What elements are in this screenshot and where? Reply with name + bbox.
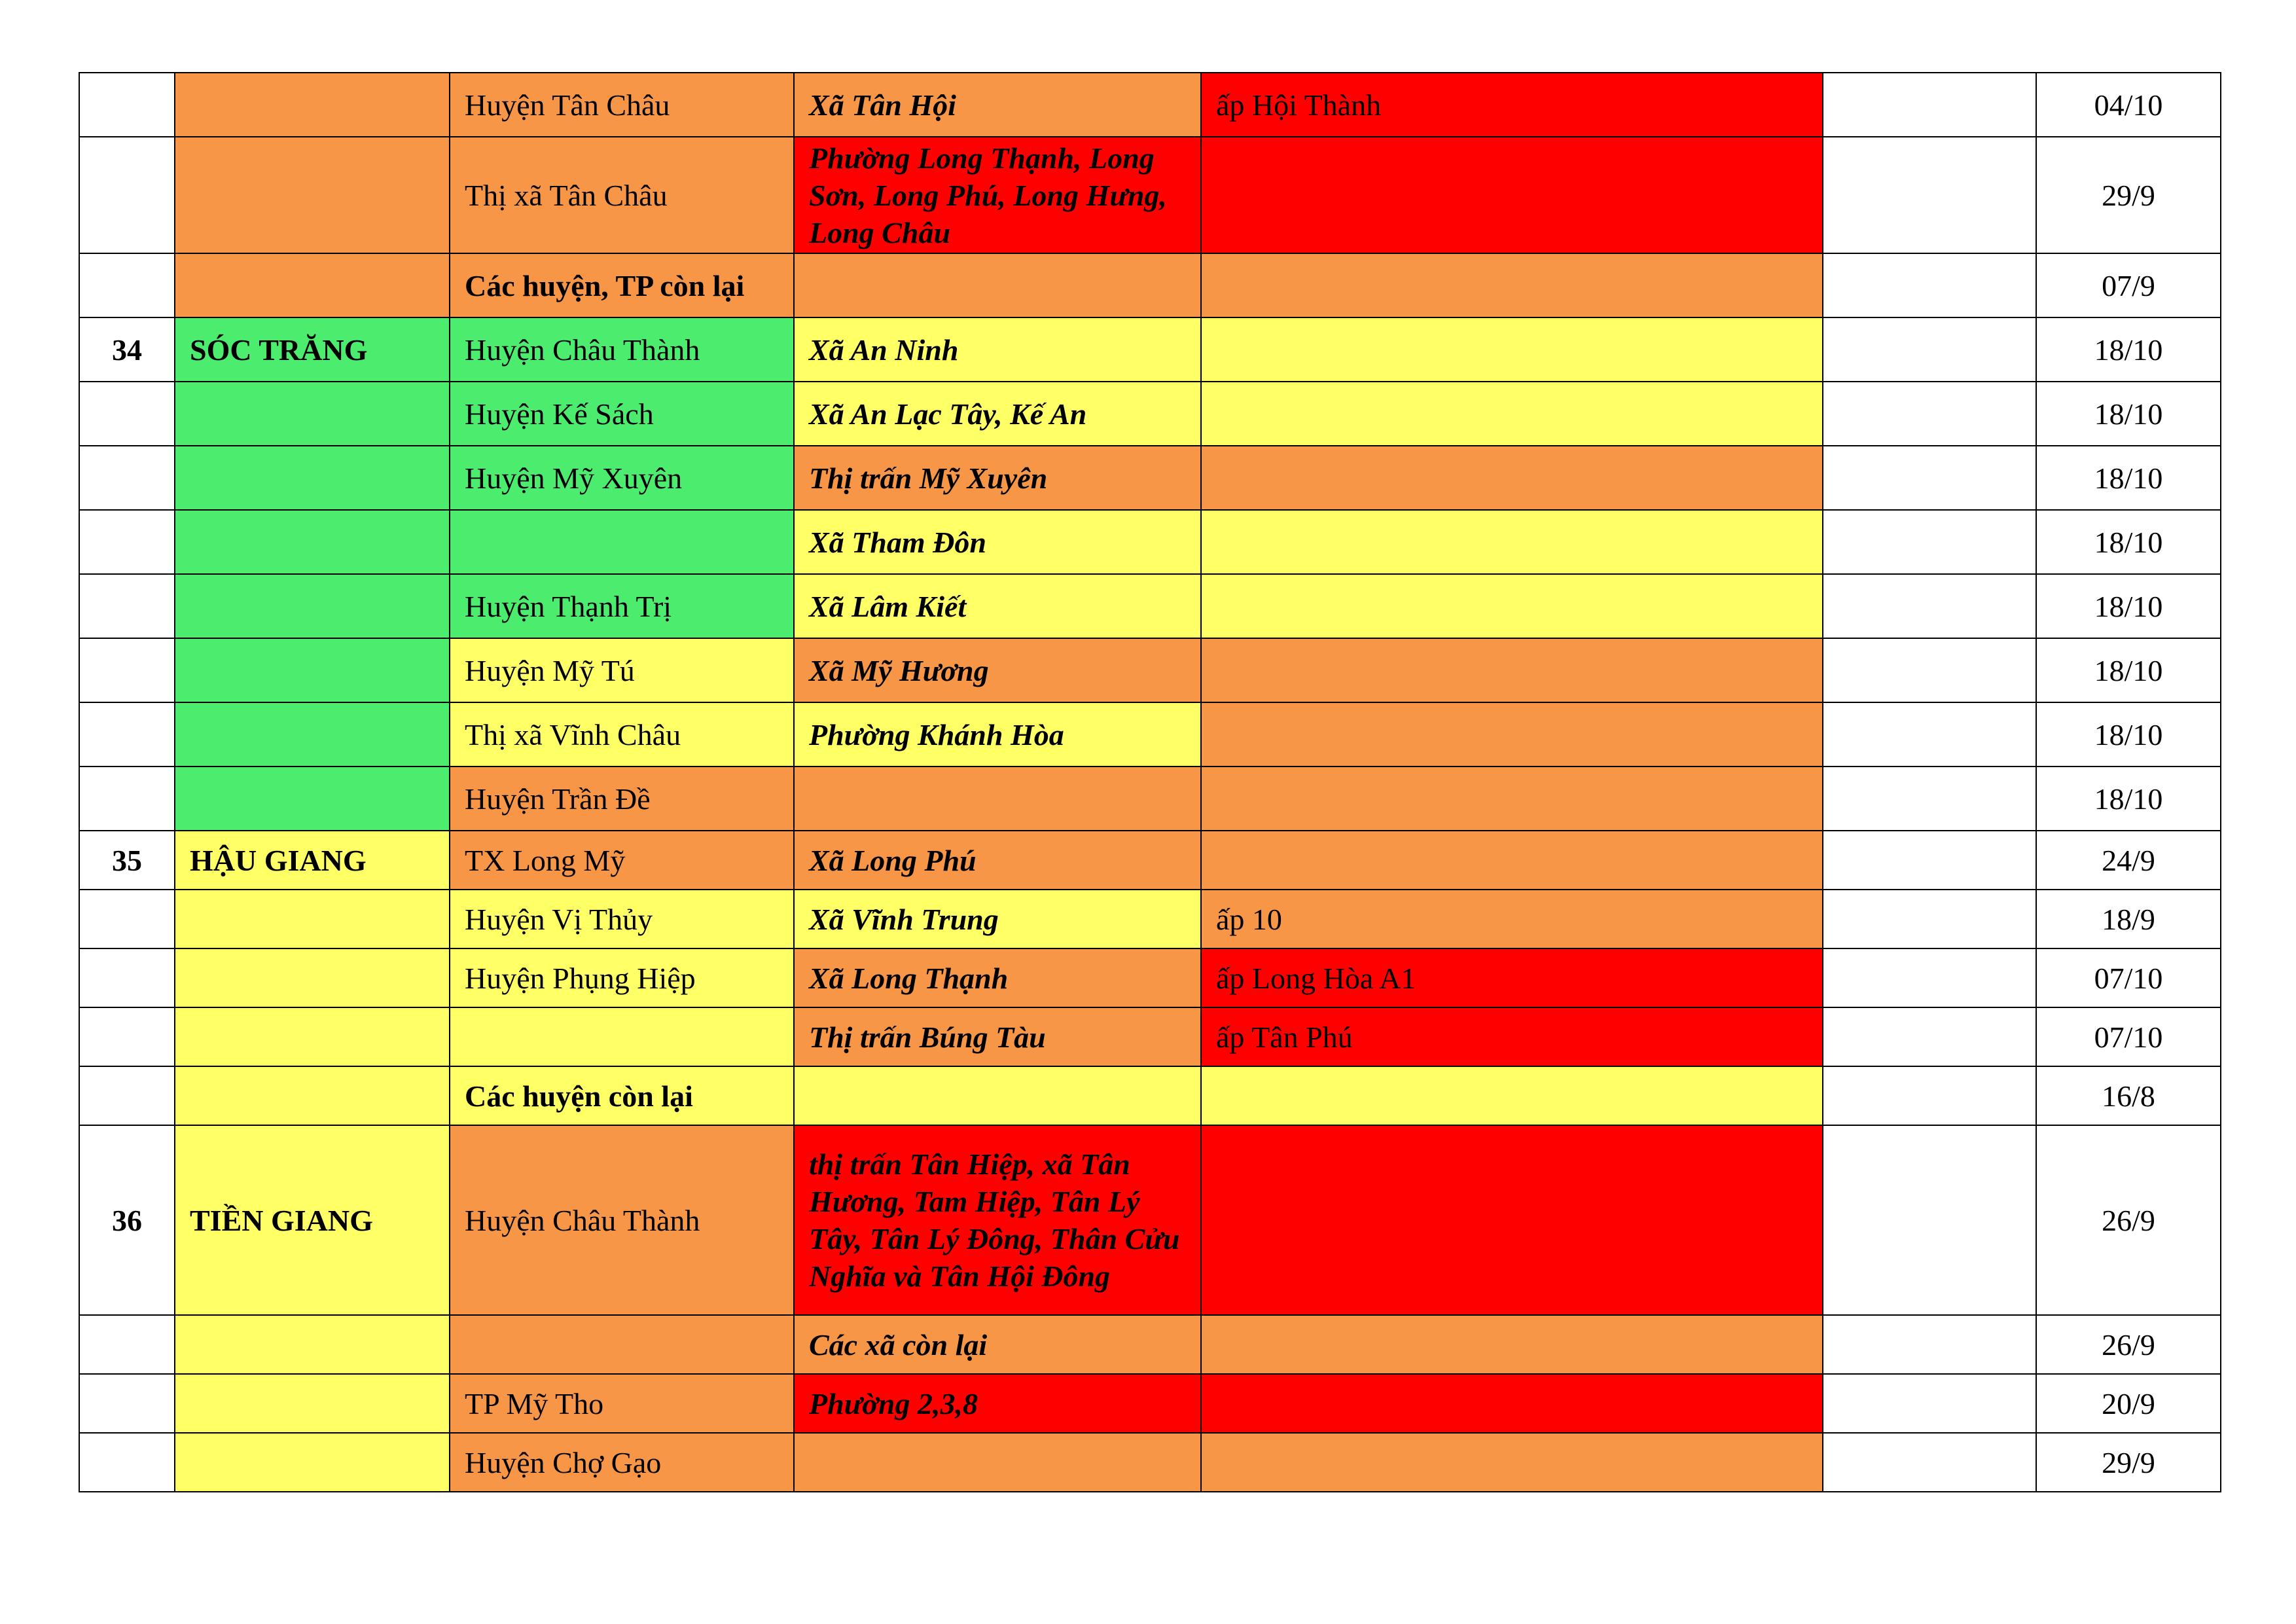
date-cell: 29/9 bbox=[2036, 137, 2221, 253]
extra-cell bbox=[1823, 1066, 2036, 1125]
province-cell bbox=[175, 890, 450, 948]
date-cell: 04/10 bbox=[2036, 73, 2221, 137]
row-number-cell bbox=[79, 382, 175, 446]
district-cell: Huyện Châu Thành bbox=[450, 317, 794, 382]
province-cell bbox=[175, 1374, 450, 1433]
province-cell bbox=[175, 702, 450, 767]
district-cell: TX Long Mỹ bbox=[450, 831, 794, 890]
risk-level-table bbox=[79, 72, 2221, 1492]
hamlet-cell bbox=[1201, 1433, 1823, 1492]
ward-cell bbox=[794, 1433, 1201, 1492]
date-cell: 26/9 bbox=[2036, 1315, 2221, 1374]
ward-cell bbox=[794, 767, 1201, 831]
table-row bbox=[79, 446, 2221, 510]
district-cell: Huyện Mỹ Xuyên bbox=[450, 446, 794, 510]
hamlet-cell: ấp Long Hòa A1 bbox=[1201, 948, 1823, 1007]
district-cell bbox=[450, 1315, 794, 1374]
province-cell bbox=[175, 382, 450, 446]
province-cell bbox=[175, 948, 450, 1007]
date-cell: 18/10 bbox=[2036, 317, 2221, 382]
hamlet-cell bbox=[1201, 1374, 1823, 1433]
district-cell: Huyện Phụng Hiệp bbox=[450, 948, 794, 1007]
row-number-cell bbox=[79, 1066, 175, 1125]
date-cell: 07/9 bbox=[2036, 253, 2221, 317]
table-row bbox=[79, 638, 2221, 702]
province-cell bbox=[175, 574, 450, 638]
hamlet-cell bbox=[1201, 317, 1823, 382]
ward-cell: Phường Long Thạnh, Long Sơn, Long Phú, Long Hưng, Long Châu bbox=[794, 137, 1201, 253]
row-number-cell: 36 bbox=[79, 1125, 175, 1315]
table-row bbox=[79, 831, 2221, 890]
date-cell: 18/10 bbox=[2036, 510, 2221, 574]
table-row bbox=[79, 73, 2221, 137]
province-cell: SÓC TRĂNG bbox=[175, 317, 450, 382]
table-row bbox=[79, 702, 2221, 767]
extra-cell bbox=[1823, 317, 2036, 382]
table-row bbox=[79, 1374, 2221, 1433]
district-cell: Huyện Chợ Gạo bbox=[450, 1433, 794, 1492]
date-cell: 18/10 bbox=[2036, 446, 2221, 510]
district-cell bbox=[450, 510, 794, 574]
date-cell: 18/9 bbox=[2036, 890, 2221, 948]
extra-cell bbox=[1823, 73, 2036, 137]
province-cell: HẬU GIANG bbox=[175, 831, 450, 890]
row-number-cell bbox=[79, 1374, 175, 1433]
district-cell: Thị xã Tân Châu bbox=[450, 137, 794, 253]
hamlet-cell bbox=[1201, 1125, 1823, 1315]
ward-cell bbox=[794, 253, 1201, 317]
ward-cell: thị trấn Tân Hiệp, xã Tân Hương, Tam Hiệp, Tân Lý Tây, Tân Lý Đông, Thân Cửu Nghĩa và Tân Hội Đông bbox=[794, 1125, 1201, 1315]
ward-cell: Xã Mỹ Hương bbox=[794, 638, 1201, 702]
province-cell bbox=[175, 1315, 450, 1374]
district-cell bbox=[450, 1007, 794, 1066]
date-cell: 18/10 bbox=[2036, 767, 2221, 831]
district-cell: Huyện Thạnh Trị bbox=[450, 574, 794, 638]
district-cell: TP Mỹ Tho bbox=[450, 1374, 794, 1433]
ward-cell: Xã An Ninh bbox=[794, 317, 1201, 382]
extra-cell bbox=[1823, 767, 2036, 831]
ward-cell: Xã Tân Hội bbox=[794, 73, 1201, 137]
hamlet-cell bbox=[1201, 702, 1823, 767]
province-cell bbox=[175, 73, 450, 137]
row-number-cell: 34 bbox=[79, 317, 175, 382]
ward-cell: Thị trấn Búng Tàu bbox=[794, 1007, 1201, 1066]
table-row bbox=[79, 510, 2221, 574]
ward-cell bbox=[794, 1066, 1201, 1125]
table-row bbox=[79, 574, 2221, 638]
extra-cell bbox=[1823, 574, 2036, 638]
row-number-cell: 35 bbox=[79, 831, 175, 890]
row-number-cell bbox=[79, 73, 175, 137]
ward-cell: Xã Lâm Kiết bbox=[794, 574, 1201, 638]
row-number-cell bbox=[79, 446, 175, 510]
district-cell: Các huyện, TP còn lại bbox=[450, 253, 794, 317]
hamlet-cell bbox=[1201, 1066, 1823, 1125]
row-number-cell bbox=[79, 948, 175, 1007]
row-number-cell bbox=[79, 510, 175, 574]
row-number-cell bbox=[79, 638, 175, 702]
table-row bbox=[79, 1315, 2221, 1374]
table-row bbox=[79, 948, 2221, 1007]
date-cell: 29/9 bbox=[2036, 1433, 2221, 1492]
hamlet-cell bbox=[1201, 137, 1823, 253]
ward-cell: Xã Tham Đôn bbox=[794, 510, 1201, 574]
province-cell bbox=[175, 137, 450, 253]
extra-cell bbox=[1823, 253, 2036, 317]
extra-cell bbox=[1823, 948, 2036, 1007]
row-number-cell bbox=[79, 1315, 175, 1374]
extra-cell bbox=[1823, 137, 2036, 253]
province-cell bbox=[175, 1066, 450, 1125]
date-cell: 18/10 bbox=[2036, 382, 2221, 446]
district-cell: Huyện Kế Sách bbox=[450, 382, 794, 446]
ward-cell: Xã An Lạc Tây, Kế An bbox=[794, 382, 1201, 446]
row-number-cell bbox=[79, 253, 175, 317]
district-cell: Các huyện còn lại bbox=[450, 1066, 794, 1125]
date-cell: 16/8 bbox=[2036, 1066, 2221, 1125]
province-cell bbox=[175, 1007, 450, 1066]
extra-cell bbox=[1823, 1007, 2036, 1066]
table-row bbox=[79, 890, 2221, 948]
province-cell bbox=[175, 1433, 450, 1492]
date-cell: 24/9 bbox=[2036, 831, 2221, 890]
hamlet-cell bbox=[1201, 382, 1823, 446]
hamlet-cell bbox=[1201, 831, 1823, 890]
extra-cell bbox=[1823, 510, 2036, 574]
ward-cell: Xã Long Thạnh bbox=[794, 948, 1201, 1007]
ward-cell: Thị trấn Mỹ Xuyên bbox=[794, 446, 1201, 510]
ward-cell: Xã Vĩnh Trung bbox=[794, 890, 1201, 948]
hamlet-cell bbox=[1201, 446, 1823, 510]
date-cell: 07/10 bbox=[2036, 948, 2221, 1007]
district-cell: Thị xã Vĩnh Châu bbox=[450, 702, 794, 767]
hamlet-cell bbox=[1201, 574, 1823, 638]
date-cell: 20/9 bbox=[2036, 1374, 2221, 1433]
ward-cell: Xã Long Phú bbox=[794, 831, 1201, 890]
province-cell bbox=[175, 767, 450, 831]
district-cell: Huyện Mỹ Tú bbox=[450, 638, 794, 702]
hamlet-cell bbox=[1201, 638, 1823, 702]
date-cell: 26/9 bbox=[2036, 1125, 2221, 1315]
district-cell: Huyện Châu Thành bbox=[450, 1125, 794, 1315]
ward-cell: Phường Khánh Hòa bbox=[794, 702, 1201, 767]
row-number-cell bbox=[79, 890, 175, 948]
extra-cell bbox=[1823, 382, 2036, 446]
table-row bbox=[79, 317, 2221, 382]
ward-cell: Phường 2,3,8 bbox=[794, 1374, 1201, 1433]
hamlet-cell: ấp 10 bbox=[1201, 890, 1823, 948]
province-cell: TIỀN GIANG bbox=[175, 1125, 450, 1315]
date-cell: 18/10 bbox=[2036, 574, 2221, 638]
district-cell: Huyện Trần Đề bbox=[450, 767, 794, 831]
table-row bbox=[79, 1007, 2221, 1066]
date-cell: 18/10 bbox=[2036, 638, 2221, 702]
hamlet-cell: ấp Tân Phú bbox=[1201, 1007, 1823, 1066]
row-number-cell bbox=[79, 767, 175, 831]
extra-cell bbox=[1823, 1315, 2036, 1374]
table-row bbox=[79, 382, 2221, 446]
table-row bbox=[79, 1066, 2221, 1125]
province-cell bbox=[175, 510, 450, 574]
province-cell bbox=[175, 253, 450, 317]
table-row bbox=[79, 1125, 2221, 1315]
extra-cell bbox=[1823, 638, 2036, 702]
table-row bbox=[79, 253, 2221, 317]
date-cell: 18/10 bbox=[2036, 702, 2221, 767]
province-cell bbox=[175, 638, 450, 702]
extra-cell bbox=[1823, 1374, 2036, 1433]
row-number-cell bbox=[79, 137, 175, 253]
extra-cell bbox=[1823, 890, 2036, 948]
hamlet-cell: ấp Hội Thành bbox=[1201, 73, 1823, 137]
province-cell bbox=[175, 446, 450, 510]
hamlet-cell bbox=[1201, 253, 1823, 317]
row-number-cell bbox=[79, 702, 175, 767]
district-cell: Huyện Vị Thủy bbox=[450, 890, 794, 948]
extra-cell bbox=[1823, 1125, 2036, 1315]
table-row bbox=[79, 137, 2221, 253]
hamlet-cell bbox=[1201, 510, 1823, 574]
extra-cell bbox=[1823, 831, 2036, 890]
row-number-cell bbox=[79, 1007, 175, 1066]
table-row bbox=[79, 1433, 2221, 1492]
hamlet-cell bbox=[1201, 1315, 1823, 1374]
hamlet-cell bbox=[1201, 767, 1823, 831]
district-cell: Huyện Tân Châu bbox=[450, 73, 794, 137]
extra-cell bbox=[1823, 446, 2036, 510]
extra-cell bbox=[1823, 702, 2036, 767]
extra-cell bbox=[1823, 1433, 2036, 1492]
row-number-cell bbox=[79, 574, 175, 638]
table-body bbox=[79, 73, 2221, 1492]
table-row bbox=[79, 767, 2221, 831]
row-number-cell bbox=[79, 1433, 175, 1492]
date-cell: 07/10 bbox=[2036, 1007, 2221, 1066]
ward-cell: Các xã còn lại bbox=[794, 1315, 1201, 1374]
